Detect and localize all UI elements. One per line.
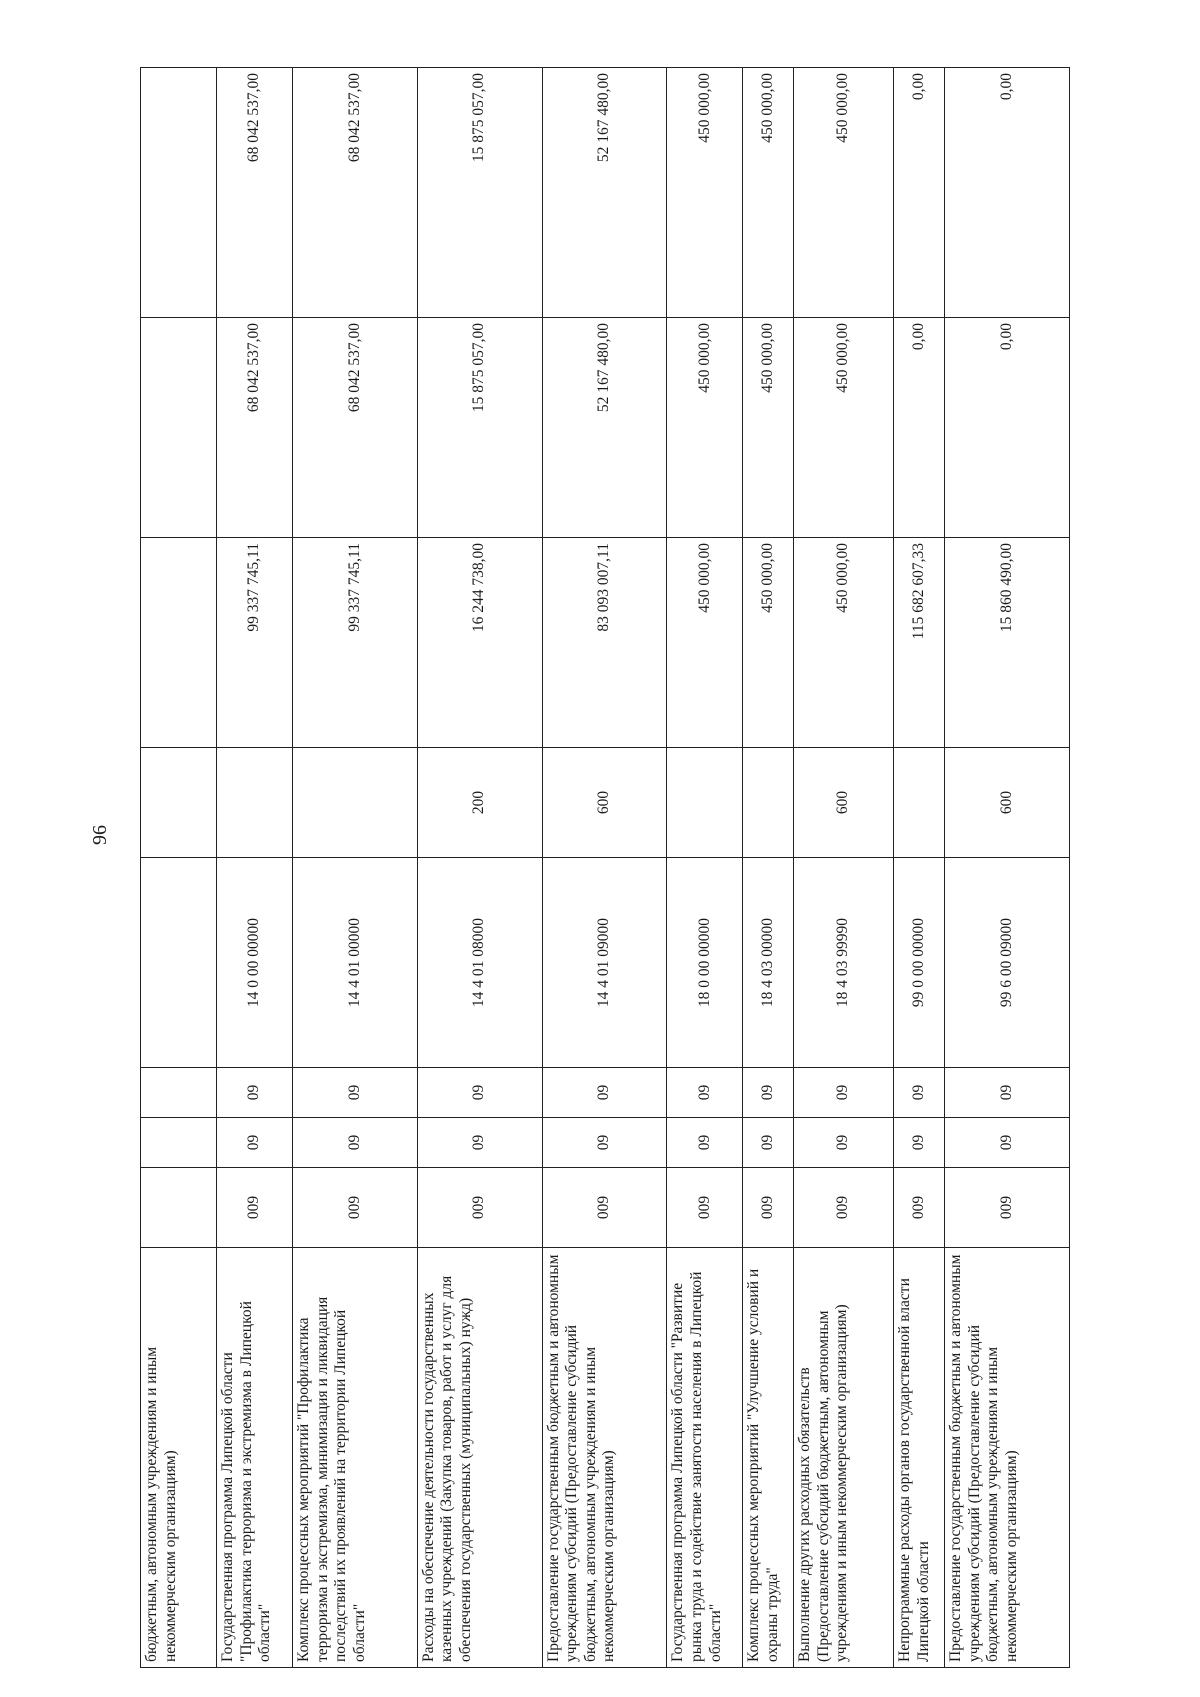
- section-code: 09: [417, 1118, 542, 1168]
- amount-year-1: 15 860 490,00: [945, 538, 1070, 748]
- expense-type-code: [667, 748, 743, 858]
- target-article-code: 14 4 01 00000: [292, 858, 417, 1068]
- expense-type-code: 200: [417, 748, 542, 858]
- grbs-code: 009: [542, 1168, 667, 1248]
- grbs-code: 009: [292, 1168, 417, 1248]
- amount-year-2: 0,00: [894, 318, 945, 538]
- subsection-code: 09: [216, 1068, 292, 1118]
- section-code: 09: [894, 1118, 945, 1168]
- table-row: [894, 68, 945, 1668]
- grbs-code: [141, 1168, 217, 1248]
- row-description: бюджетным, автономным учреждениям и иным некоммерческим организациям): [141, 1248, 217, 1668]
- grbs-code: 009: [945, 1168, 1070, 1248]
- amount-year-2: 0,00: [945, 318, 1070, 538]
- section-code: 09: [292, 1118, 417, 1168]
- target-article-code: 18 0 00 00000: [667, 858, 743, 1068]
- row-description: Расходы на обеспечение деятельности государственных казенных учреждений (Закупка товаров, работ и услуг для обеспечения государственных (муниципальных) нужд): [417, 1248, 542, 1668]
- grbs-code: 009: [743, 1168, 794, 1248]
- subsection-code: [141, 1068, 217, 1118]
- amount-year-1: 450 000,00: [743, 538, 794, 748]
- section-code: 09: [216, 1118, 292, 1168]
- expense-type-code: [894, 748, 945, 858]
- expense-type-code: 600: [542, 748, 667, 858]
- table-row: [794, 68, 894, 1668]
- row-description: Выполнение других расходных обязательств (Предоставление субсидий бюджетным, автономным учреждениям и иным некоммерческим организациям): [794, 1248, 894, 1668]
- amount-year-2: 68 042 537,00: [292, 318, 417, 538]
- amount-year-2: 52 167 480,00: [542, 318, 667, 538]
- table-row: [216, 68, 292, 1668]
- amount-year-1: 99 337 745,11: [292, 538, 417, 748]
- expense-type-code: [216, 748, 292, 858]
- expense-type-code: 600: [945, 748, 1070, 858]
- table-row: [667, 68, 743, 1668]
- section-code: 09: [667, 1118, 743, 1168]
- amount-year-3: 68 042 537,00: [216, 68, 292, 318]
- grbs-code: 009: [894, 1168, 945, 1248]
- table-row: [945, 68, 1070, 1668]
- subsection-code: 09: [794, 1068, 894, 1118]
- table-row: [542, 68, 667, 1668]
- row-description: Предоставление государственным бюджетным и автономным учреждениям субсидий (Предоставление субсидий бюджетным, автономным учреждениям и иным некоммерческим организациям): [945, 1248, 1070, 1668]
- expense-type-code: [141, 748, 217, 858]
- amount-year-1: 83 093 007,11: [542, 538, 667, 748]
- expense-type-code: [743, 748, 794, 858]
- target-article-code: 14 4 01 09000: [542, 858, 667, 1068]
- amount-year-3: [141, 68, 217, 318]
- amount-year-3: 15 875 057,00: [417, 68, 542, 318]
- row-description: Государственная программа Липецкой области "Развитие рынка труда и содействие занятости населения в Липецкой области": [667, 1248, 743, 1668]
- amount-year-2: 68 042 537,00: [216, 318, 292, 538]
- subsection-code: 09: [743, 1068, 794, 1118]
- target-article-code: 99 0 00 00000: [894, 858, 945, 1068]
- section-code: [141, 1118, 217, 1168]
- section-code: 09: [794, 1118, 894, 1168]
- amount-year-2: 450 000,00: [794, 318, 894, 538]
- budget-table: [140, 67, 1070, 1668]
- amount-year-1: 16 244 738,00: [417, 538, 542, 748]
- amount-year-3: 450 000,00: [667, 68, 743, 318]
- expense-type-code: [292, 748, 417, 858]
- table-row: [417, 68, 542, 1668]
- subsection-code: 09: [667, 1068, 743, 1118]
- subsection-code: 09: [894, 1068, 945, 1118]
- subsection-code: 09: [417, 1068, 542, 1118]
- amount-year-1: 99 337 745,11: [216, 538, 292, 748]
- row-description: Комплекс процессных мероприятий "Улучшение условий и охраны труда": [743, 1248, 794, 1668]
- grbs-code: 009: [794, 1168, 894, 1248]
- amount-year-2: 450 000,00: [743, 318, 794, 538]
- target-article-code: [141, 858, 217, 1068]
- subsection-code: 09: [292, 1068, 417, 1118]
- target-article-code: 99 6 00 09000: [945, 858, 1070, 1068]
- table-row: [292, 68, 417, 1668]
- row-description: Предоставление государственным бюджетным и автономным учреждениям субсидий (Предоставление субсидий бюджетным, автономным учреждениям и иным некоммерческим организациям): [542, 1248, 667, 1668]
- table-row: [141, 68, 217, 1668]
- table-body: [141, 68, 1070, 1668]
- amount-year-3: 0,00: [945, 68, 1070, 318]
- target-article-code: 18 4 03 99990: [794, 858, 894, 1068]
- amount-year-3: 0,00: [894, 68, 945, 318]
- amount-year-2: 15 875 057,00: [417, 318, 542, 538]
- section-code: 09: [945, 1118, 1070, 1168]
- amount-year-2: 450 000,00: [667, 318, 743, 538]
- row-description: Комплекс процессных мероприятий "Профилактика терроризма и экстремизма, минимизация и ликвидация последствий их проявлений на территории Липецкой области": [292, 1248, 417, 1668]
- amount-year-2: [141, 318, 217, 538]
- rotated-table-container: [140, 68, 1070, 1668]
- table-row: [743, 68, 794, 1668]
- target-article-code: 18 4 03 00000: [743, 858, 794, 1068]
- page-number: 96: [89, 825, 111, 845]
- section-code: 09: [542, 1118, 667, 1168]
- amount-year-1: 450 000,00: [794, 538, 894, 748]
- amount-year-3: 52 167 480,00: [542, 68, 667, 318]
- amount-year-1: 115 682 607,33: [894, 538, 945, 748]
- subsection-code: 09: [945, 1068, 1070, 1118]
- subsection-code: 09: [542, 1068, 667, 1118]
- amount-year-3: 68 042 537,00: [292, 68, 417, 318]
- row-description: Непрограммные расходы органов государственной власти Липецкой области: [894, 1248, 945, 1668]
- amount-year-3: 450 000,00: [794, 68, 894, 318]
- grbs-code: 009: [667, 1168, 743, 1248]
- target-article-code: 14 4 01 08000: [417, 858, 542, 1068]
- section-code: 09: [743, 1118, 794, 1168]
- row-description: Государственная программа Липецкой области "Профилактика терроризма и экстремизма в Липецкой области": [216, 1248, 292, 1668]
- target-article-code: 14 0 00 00000: [216, 858, 292, 1068]
- expense-type-code: 600: [794, 748, 894, 858]
- amount-year-1: 450 000,00: [667, 538, 743, 748]
- amount-year-1: [141, 538, 217, 748]
- grbs-code: 009: [417, 1168, 542, 1248]
- amount-year-3: 450 000,00: [743, 68, 794, 318]
- grbs-code: 009: [216, 1168, 292, 1248]
